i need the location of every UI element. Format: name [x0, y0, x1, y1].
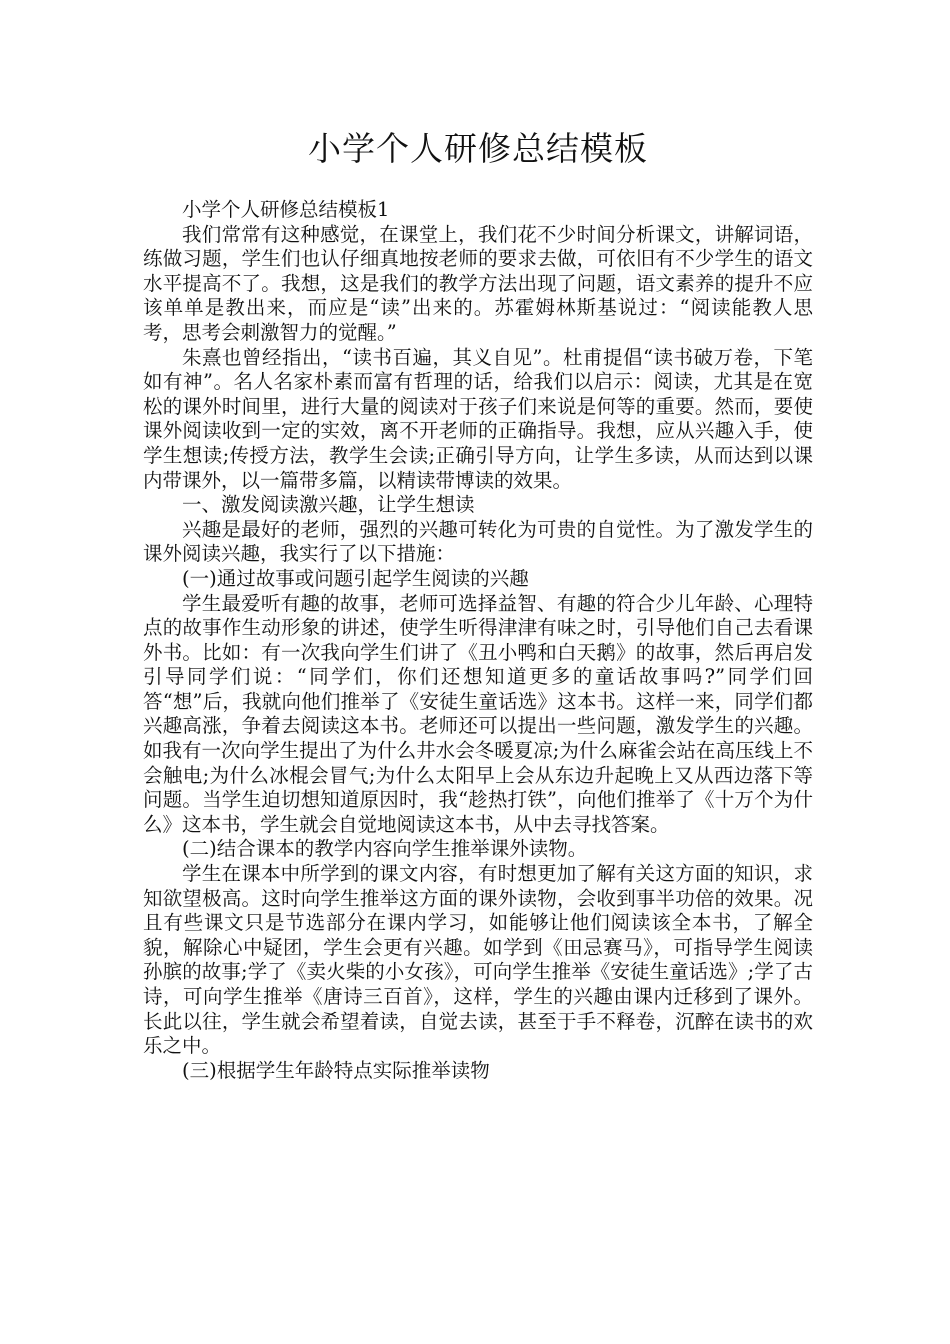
document-page — [143, 120, 813, 1083]
heading-1: 一、激发阅读激兴趣，让学生想读 — [182, 493, 475, 517]
heading-4: (三)根据学生年龄特点实际推举读物 — [182, 1058, 490, 1082]
paragraph-1: 我们常常有这种感觉，在课堂上，我们花不少时间分析课文，讲解词语，练做习题，学生们也认仔细真地按老师的要求去做，可依旧有不少学生的语文水平提高不了。我想，这是我们的教学方法出现了问题，语文素养的提升不应该单单是教出来，而应是“读”出来的。苏霍姆林斯基说过：“阅读能教人思考，思考会刺激智力的觉醒。” — [143, 222, 813, 344]
paragraph-5: 学生在课本中所学到的课文内容，有时想更加了解有关这方面的知识，求知欲望极高。这时向学生推举这方面的课外读物，会收到事半功倍的效果。况且有些课文只是节选部分在课内学习，如能够让他们阅读该全本书，了解全貌，解除心中疑团，学生会更有兴趣。如学到《田忌赛马》，可指导学生阅读孙膑的故事;学了《卖火柴的小女孩》，可向学生推举《安徒生童话选》;学了古诗，可向学生推举《唐诗三百首》，这样，学生的兴趣由课内迁移到了课外。长此以往，学生就会希望着读，自觉去读，甚至于手不释卷，沉醉在读书的欢乐之中。 — [143, 862, 813, 1058]
heading-3: (二)结合课本的教学内容向学生推举课外读物。 — [182, 837, 588, 861]
document-title: 小学个人研修总结模板 — [308, 129, 648, 168]
paragraph-3: 兴趣是最好的老师，强烈的兴趣可转化为可贵的自觉性。为了激发学生的课外阅读兴趣，我实行了以下措施： — [143, 517, 813, 566]
section-subtitle: 小学个人研修总结模板1 — [182, 198, 390, 221]
paragraph-2: 朱熹也曾经指出，“读书百遍，其义自见”。杜甫提倡“读书破万卷，下笔如有神”。名人名家朴素而富有哲理的话，给我们以启示：阅读，尤其是在宽松的课外时间里，进行大量的阅读对于孩子们来说是何等的重要。然而，要使课外阅读收到一定的实效，离不开老师的正确指导。我想，应从兴趣入手，使学生想读;传授方法，教学生会读;正确引导方向，让学生多读，从而达到以课内带课外，以一篇带多篇，以精读带博读的效果。 — [143, 345, 813, 492]
paragraph-4: 学生最爱听有趣的故事，老师可选择益智、有趣的符合少儿年龄、心理特点的故事作生动形象的讲述，使学生听得津津有味之时，引导他们自己去看课外书。比如：有一次我向学生们讲了《丑小鸭和白天鹅》的故事，然后再启发引导同学们说：“同学们，你们还想知道更多的童话故事吗?”同学们回答“想”后，我就向他们推举了《安徒生童话选》这本书。这样一来，同学们都兴趣高涨，争着去阅读这本书。老师还可以提出一些问题，激发学生的兴趣。如我有一次向学生提出了为什么井水会冬暖夏凉;为什么麻雀会站在高压线上不会触电;为什么冰棍会冒气;为什么太阳早上会从东边升起晚上又从西边落下等问题。当学生迫切想知道原因时，我“趁热打铁”，向他们推举了《十万个为什么》这本书，学生就会自觉地阅读这本书，从中去寻找答案。 — [143, 591, 813, 836]
heading-2: (一)通过故事或问题引起学生阅读的兴趣 — [182, 566, 529, 590]
